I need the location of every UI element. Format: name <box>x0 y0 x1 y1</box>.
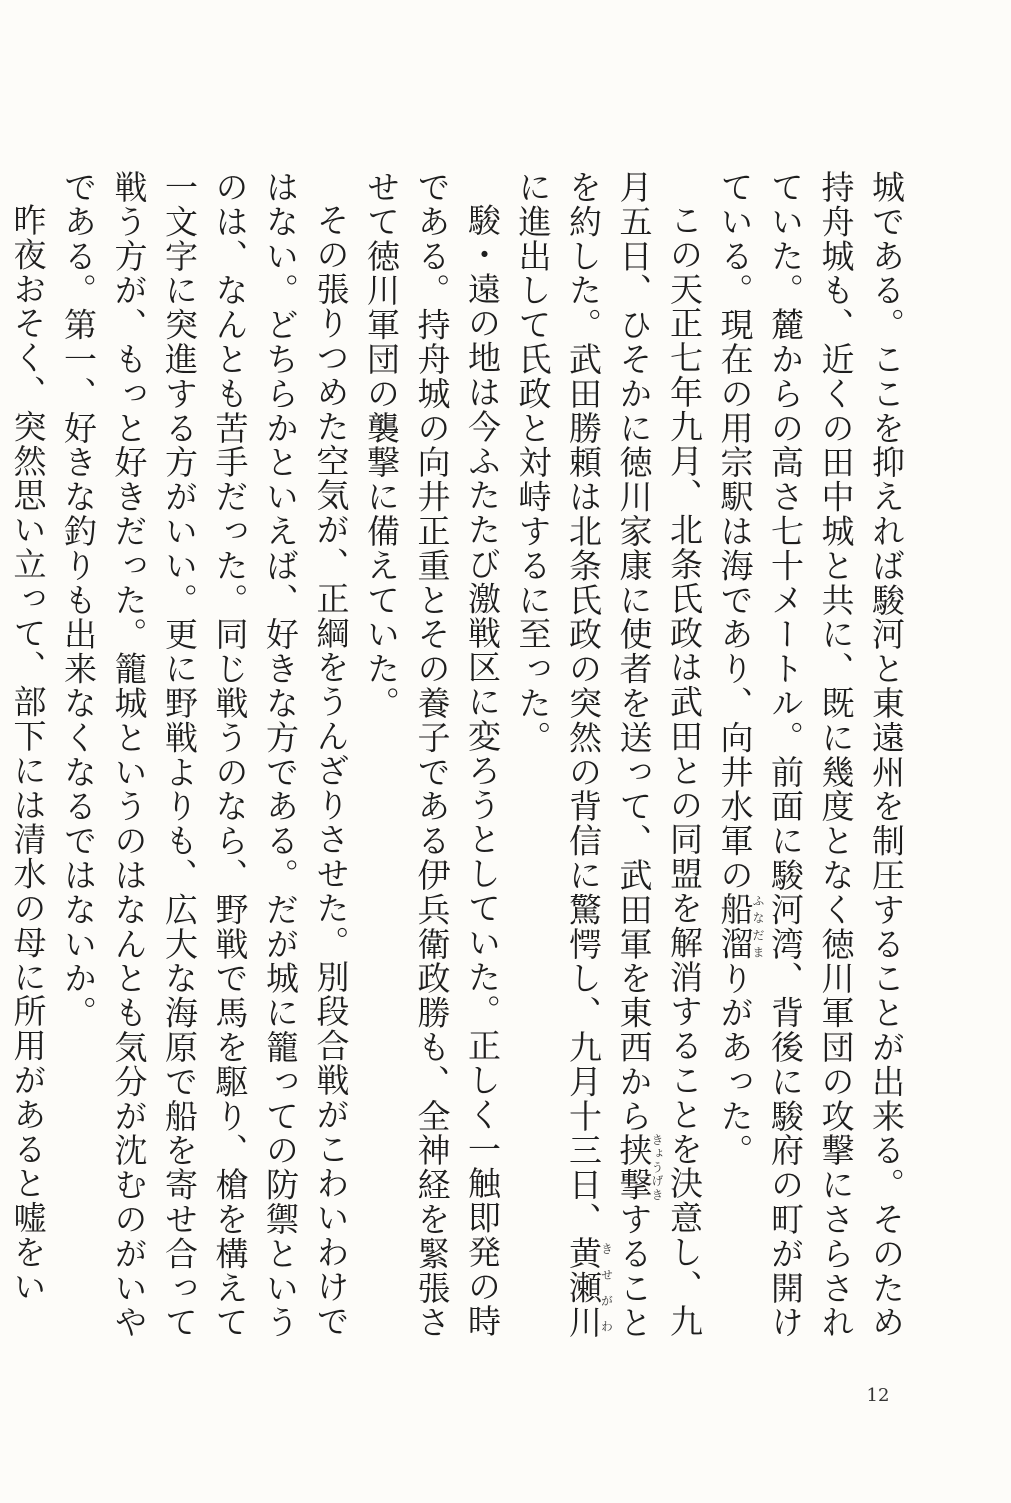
text-segment: りがあった。 <box>715 961 755 1168</box>
paragraph <box>709 170 911 1350</box>
paragraph <box>0 170 53 1350</box>
paragraph <box>356 170 508 1350</box>
ruby-reading: きょうげき <box>650 1133 664 1202</box>
ruby-base: 黄瀬川 <box>564 1236 603 1340</box>
page-number: 12 <box>866 1385 890 1406</box>
text-segment: することを約した。武田勝頼は北条氏政の突然の背信に驚愕し、九月十三日、 <box>564 170 654 1340</box>
vertical-text-body <box>0 170 911 1350</box>
ruby-reading: きせがわ <box>599 1236 614 1340</box>
text-segment: 城である。ここを抑えれば駿河と東遠州を制圧することが出来る。そのため持舟城も、近くの田中城と共に、既に幾度となく徳川軍団の攻撃にさらされていた。麓からの高さ七十メートル。前面に駿河湾、背後に駿府の町が開けている。現在の用宗駅は海であり、向井水軍の <box>715 170 906 1340</box>
text-segment: に進出して氏政と対峙するに至った。 <box>513 170 553 755</box>
ruby-base: 挟撃 <box>614 1133 654 1203</box>
text-segment: この天正七年九月、北条氏政は武田との同盟を解消することを決意し、九月五日、ひそかに徳川家康に使者を送って、武田軍を東西から <box>614 170 704 1339</box>
text-segment: 昨夜おそく、突然思い立って、部下には清水の母に所用があると嘘をい <box>8 203 48 1304</box>
paragraph <box>507 170 709 1350</box>
ruby-annotated-word <box>564 1236 614 1340</box>
ruby-annotated-word <box>614 1133 664 1203</box>
ruby-annotated-word <box>715 892 765 962</box>
text-segment: 駿・遠の地は今ふたたび激戦区に変ろうとしていた。正しく一触即発の時である。持舟城の向井正重とその養子である伊兵衛政勝も、全神経を緊張させて徳川軍団の襲撃に備えていた。 <box>362 170 502 1340</box>
ruby-reading: ふなだま <box>751 892 765 962</box>
ruby-base: 船溜 <box>715 892 755 962</box>
paragraph <box>53 170 356 1350</box>
text-segment: その張りつめた空気が、正綱をうんざりさせた。別段合戦がこわいわけではない。どちらかといえば、好きな方である。だが城に籠っての防禦というのは、なんとも苦手だった。同じ戦うのなら、野戦で馬を駆り、槍を構えて一文字に突進する方がいい。更に野戦よりも、広大な海原で船を寄せ合って戦う方が、もっと好きだった。籠城というのはなんとも気分が沈むのがいやである。第一、好きな釣りも出来なくなるではないか。 <box>59 170 351 1340</box>
